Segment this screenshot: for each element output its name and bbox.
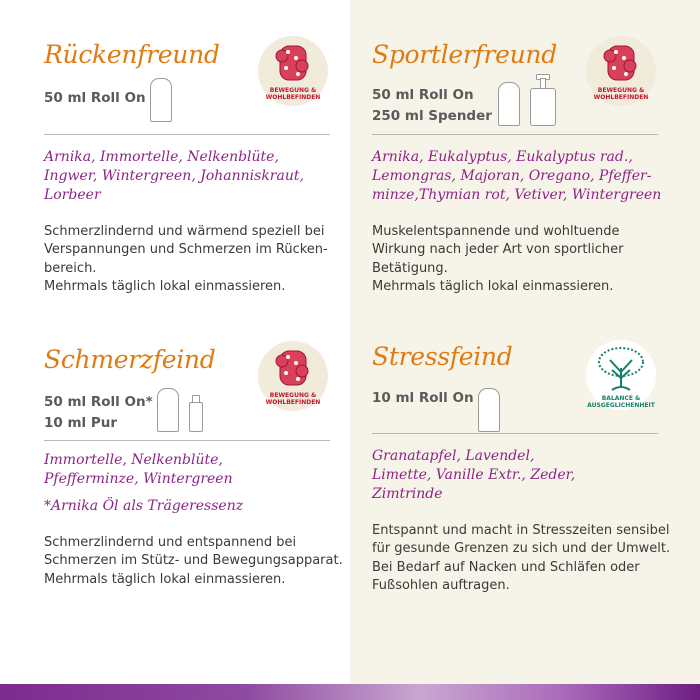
badge-label-line: BALANCE &	[601, 395, 641, 402]
ingredients-line: Limette, Vanille Extr., Zeder,	[372, 467, 576, 483]
description-line: Mehrmals täglich lokal einmassieren.	[372, 278, 614, 294]
size-list	[44, 88, 146, 109]
bewegung-badge	[258, 341, 328, 411]
badge-label	[258, 392, 328, 406]
description-line: Schmerzen im Stütz- und Bewegungsapparat.	[44, 553, 343, 569]
size-label: 250 ml Spender	[372, 108, 492, 124]
size-label: 50 ml Roll On*	[44, 394, 153, 410]
ingredients-line: Arnika, Immortelle, Nelkenblüte,	[44, 149, 279, 165]
bottom-gradient-bar	[0, 684, 700, 700]
ingredients-line: minze,Thymian rot, Vetiver, Wintergreen	[372, 187, 662, 203]
ingredients-line: Lemongras, Majoran, Oregano, Pfeffer-	[372, 168, 652, 184]
product-title: Stressfeind	[372, 342, 513, 371]
divider	[372, 134, 658, 135]
description-line: Betätigung.	[372, 260, 448, 276]
description-line: Muskelentspannende und wohltuende	[372, 224, 620, 239]
badge-label	[258, 87, 328, 101]
badge-label-line: BEWEGUNG &	[269, 392, 317, 399]
description-line: für gesunde Grenzen zu sich und der Umwelt.	[372, 541, 671, 557]
ingredients-line: Immortelle, Nelkenblüte,	[44, 452, 223, 468]
description-line: Bei Bedarf auf Nacken und Schläfen oder	[372, 559, 640, 575]
size-list	[372, 388, 474, 409]
ingredients-line: Ingwer, Wintergreen, Johanniskraut,	[44, 168, 304, 184]
description-line: Verspannungen und Schmerzen im Rücken-	[44, 242, 328, 258]
badge-label	[586, 395, 656, 409]
size-label: 10 ml Pur	[44, 415, 118, 431]
ingredients-list	[44, 451, 233, 489]
balance-badge	[586, 340, 656, 410]
description	[372, 522, 670, 595]
badge-label-line: BEWEGUNG &	[269, 87, 317, 94]
badge-label-line: BEWEGUNG &	[597, 87, 645, 94]
description-line: Schmerzlindernd und wärmend speziell bei	[44, 224, 325, 239]
product-title: Rückenfreund	[44, 40, 220, 69]
badge-label-line: WOHLBEFINDEN	[265, 399, 321, 406]
divider	[372, 433, 658, 434]
product-title: Sportlerfreund	[372, 40, 557, 69]
description	[44, 223, 328, 296]
small-bottle-icon	[189, 395, 203, 431]
description-line: Entspannt und macht in Stresszeiten sensibel	[372, 523, 670, 538]
description-line: Mehrmals täglich lokal einmassieren.	[44, 571, 286, 587]
description-line: Fußsohlen auftragen.	[372, 577, 510, 593]
badge-label	[586, 87, 656, 101]
divider	[44, 134, 330, 135]
description-line: Mehrmals täglich lokal einmassieren.	[44, 278, 286, 294]
carrier-oil-note: *Arnika Öl als Trägeressenz	[44, 498, 244, 514]
bewegung-badge	[586, 36, 656, 106]
ingredients-line: Pfefferminze, Wintergreen	[44, 471, 233, 487]
badge-label-line: AUSGEGLICHENHEIT	[587, 402, 655, 409]
ingredients-list	[372, 148, 661, 205]
size-label: 50 ml Roll On	[44, 90, 146, 106]
description-line: Wirkung nach jeder Art von sportlicher	[372, 242, 624, 258]
size-label: 50 ml Roll On	[372, 87, 474, 103]
description	[44, 534, 343, 589]
size-list	[44, 392, 153, 434]
roll-on-bottle-icon	[478, 388, 500, 432]
description-line: Schmerzlindernd und entspannend bei	[44, 535, 297, 550]
badge-label-line: WOHLBEFINDEN	[265, 94, 321, 101]
ingredients-line: Zimtrinde	[372, 486, 443, 502]
product-title: Schmerzfeind	[44, 345, 216, 374]
size-label: 10 ml Roll On	[372, 390, 474, 406]
roll-on-bottle-icon	[157, 388, 179, 432]
badge-label-line: WOHLBEFINDEN	[593, 94, 649, 101]
ingredients-list	[372, 447, 575, 504]
ingredients-line: Lorbeer	[44, 187, 101, 203]
ingredients-line: Granatapfel, Lavendel,	[372, 448, 535, 464]
description-line: bereich.	[44, 260, 97, 276]
pump-dispenser-icon	[528, 70, 558, 126]
description	[372, 223, 623, 296]
divider	[44, 440, 330, 441]
ingredients-list	[44, 148, 304, 205]
roll-on-bottle-icon	[150, 78, 172, 122]
bewegung-badge	[258, 36, 328, 106]
roll-on-bottle-icon	[498, 82, 520, 126]
size-list	[372, 85, 492, 127]
ingredients-line: Arnika, Eukalyptus, Eukalyptus rad.,	[372, 149, 633, 165]
